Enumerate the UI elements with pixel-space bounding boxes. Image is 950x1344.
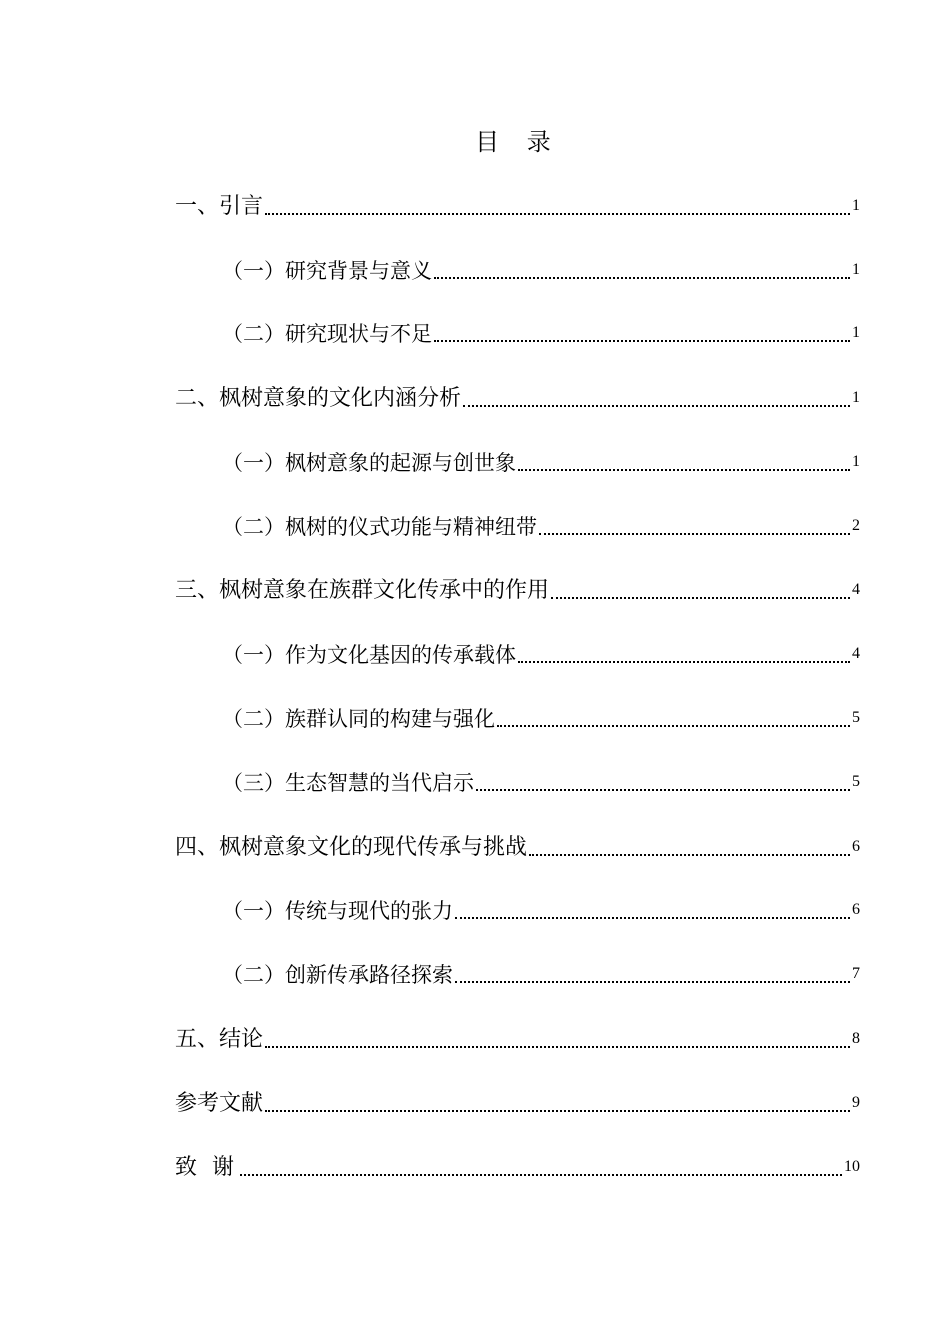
toc-entry-text: 一、引言	[175, 194, 264, 219]
dot-leader	[518, 661, 850, 663]
toc-entry-13[interactable]	[222, 958, 860, 990]
toc-entry-text: 参考文献	[175, 1091, 264, 1116]
toc-entry-page: 4	[852, 645, 860, 662]
toc-entry-text: （一）研究背景与意义	[222, 259, 432, 283]
toc-entry-6[interactable]	[222, 510, 860, 542]
toc-entry-text: 二、枫树意象的文化内涵分析	[175, 386, 462, 411]
toc-entry-text: （二）创新传承路径探索	[222, 963, 453, 987]
dot-leader	[434, 277, 850, 279]
toc-entry-page: 2	[852, 517, 860, 534]
toc-entry-4[interactable]	[175, 382, 860, 414]
toc-entry-page: 8	[852, 1030, 860, 1047]
toc-entry-2[interactable]	[222, 254, 860, 286]
dot-leader	[455, 917, 850, 919]
toc-entry-page: 7	[852, 965, 860, 982]
toc-entry-1[interactable]	[175, 190, 860, 222]
toc-entry-text: （二）族群认同的构建与强化	[222, 707, 495, 731]
dot-leader	[265, 1046, 850, 1048]
toc-entry-page: 1	[852, 389, 860, 406]
toc-entry-page: 1	[852, 261, 860, 278]
toc-entry-text: 三、枫树意象在族群文化传承中的作用	[175, 578, 550, 603]
toc-entry-page: 9	[852, 1094, 860, 1111]
toc-entry-16[interactable]	[175, 1151, 860, 1183]
toc-entry-page: 1	[852, 453, 860, 470]
dot-leader	[265, 213, 850, 215]
dot-leader	[539, 533, 850, 535]
toc-entry-page: 1	[852, 197, 860, 214]
toc-entry-page: 10	[844, 1158, 860, 1175]
dot-leader	[434, 340, 850, 342]
toc-entry-10[interactable]	[222, 766, 860, 798]
toc-entry-text: 四、枫树意象文化的现代传承与挑战	[175, 835, 528, 860]
toc-entry-page: 5	[852, 709, 860, 726]
toc-entry-page: 6	[852, 838, 860, 855]
dot-leader	[240, 1174, 842, 1176]
toc-entry-page: 1	[852, 324, 860, 341]
toc-entry-text: 致 谢	[175, 1155, 238, 1180]
toc-entry-15[interactable]	[175, 1087, 860, 1119]
dot-leader	[551, 597, 850, 599]
toc-entry-text: 五、结论	[175, 1027, 264, 1052]
dot-leader	[265, 1110, 850, 1112]
toc-entry-14[interactable]	[175, 1023, 860, 1055]
dot-leader	[463, 405, 850, 407]
toc-entry-text: （一）作为文化基因的传承载体	[222, 643, 516, 667]
dot-leader	[476, 789, 850, 791]
toc-entry-5[interactable]	[222, 446, 860, 478]
toc-entry-text: （二）研究现状与不足	[222, 322, 432, 346]
toc-title: 目 录	[475, 128, 561, 156]
dot-leader	[455, 981, 850, 983]
dot-leader	[529, 854, 850, 856]
toc-entry-9[interactable]	[222, 702, 860, 734]
toc-entry-page: 4	[852, 581, 860, 598]
toc-entry-7[interactable]	[175, 574, 860, 606]
toc-entry-12[interactable]	[222, 894, 860, 926]
dot-leader	[497, 725, 850, 727]
toc-entry-text: （一）枫树意象的起源与创世象	[222, 451, 516, 475]
toc-entry-text: （二）枫树的仪式功能与精神纽带	[222, 515, 537, 539]
dot-leader	[518, 469, 850, 471]
toc-entry-3[interactable]	[222, 317, 860, 349]
toc-entry-text: （三）生态智慧的当代启示	[222, 771, 474, 795]
toc-entry-page: 6	[852, 901, 860, 918]
toc-entry-11[interactable]	[175, 831, 860, 863]
toc-entry-text: （一）传统与现代的张力	[222, 899, 453, 923]
toc-entry-8[interactable]	[222, 638, 860, 670]
toc-entry-page: 5	[852, 773, 860, 790]
